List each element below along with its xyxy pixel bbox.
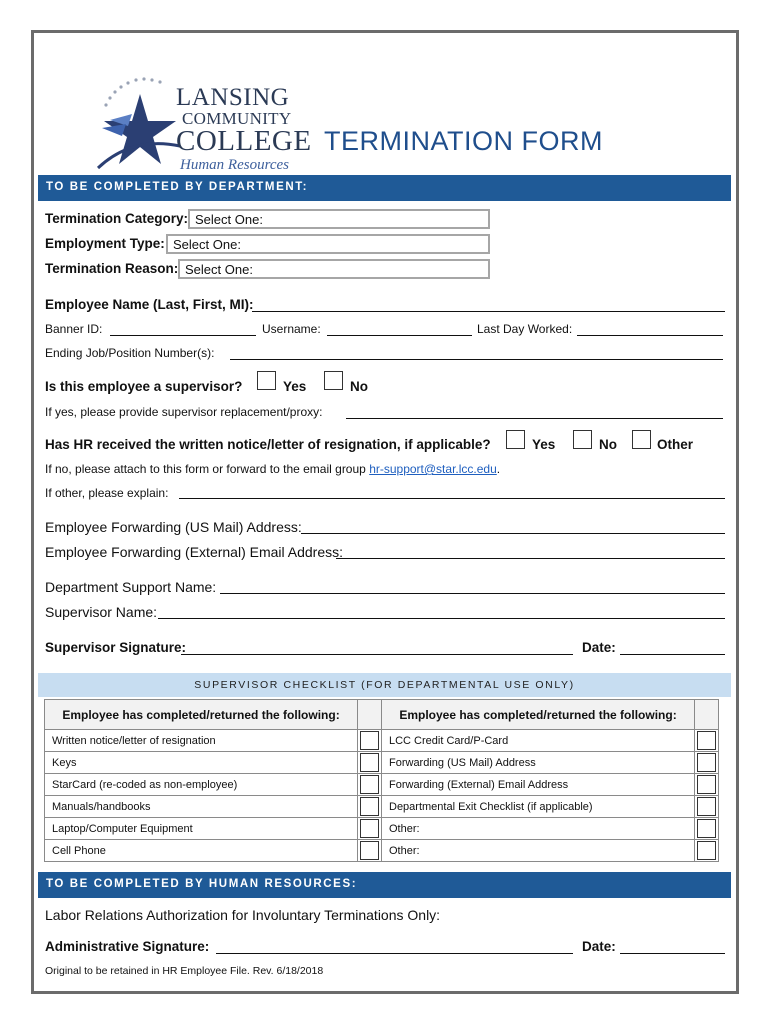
checklist-left-col-header: Employee has completed/returned the following: <box>45 700 358 730</box>
employee-name-field[interactable] <box>252 311 725 312</box>
termination-reason-label: Termination Reason: <box>45 261 179 276</box>
banner-id-field[interactable] <box>110 335 256 336</box>
hr-notice-yes-checkbox[interactable] <box>506 430 525 449</box>
supervisor-yes-label: Yes <box>283 379 307 394</box>
employment-type-label: Employment Type: <box>45 236 165 251</box>
lcc-logo <box>92 48 322 178</box>
checklist-left-cell <box>358 730 382 752</box>
ending-job-label: Ending Job/Position Number(s): <box>45 346 215 360</box>
checklist-left-item: Laptop/Computer Equipment <box>45 818 358 840</box>
supervisor-no-label: No <box>350 379 368 394</box>
banner-id-label: Banner ID: <box>45 322 103 336</box>
checklist-right-cell <box>695 796 719 818</box>
logo-line-human-resources: Human Resources <box>180 157 290 173</box>
logo-line-community: COMMUNITY <box>182 109 292 128</box>
department-support-label: Department Support Name: <box>45 579 217 595</box>
checklist-left-checkbox[interactable] <box>360 731 379 750</box>
logo-line-lansing: LANSING <box>176 84 290 111</box>
employee-name-label: Employee Name (Last, First, MI): <box>45 297 254 312</box>
hr-notice-other-checkbox[interactable] <box>632 430 651 449</box>
department-section-header <box>38 175 731 201</box>
if-other-field[interactable] <box>179 498 725 499</box>
supervisor-signature-field[interactable] <box>181 654 573 655</box>
checklist-right-checkbox[interactable] <box>697 841 716 860</box>
admin-date-field[interactable] <box>620 953 725 954</box>
forwarding-email-label: Employee Forwarding (External) Email Address: <box>45 544 344 560</box>
checklist-left-item: Keys <box>45 752 358 774</box>
checklist-right-cell <box>695 774 719 796</box>
checklist-left-item: Written notice/letter of resignation <box>45 730 358 752</box>
checklist-left-checkbox[interactable] <box>360 775 379 794</box>
termination-category-label: Termination Category: <box>45 211 189 226</box>
admin-signature-field[interactable] <box>216 953 573 954</box>
if-no-instruction <box>45 462 500 476</box>
hr-section-header-text: TO BE COMPLETED BY HUMAN RESOURCES: <box>46 878 358 890</box>
checklist-left-item: Manuals/handbooks <box>45 796 358 818</box>
table-row <box>45 818 719 840</box>
checklist-left-box-header <box>358 700 382 730</box>
supervisor-name-field[interactable] <box>158 618 725 619</box>
table-row <box>45 774 719 796</box>
supervisor-name-label: Supervisor Name: <box>45 604 158 620</box>
supervisor-proxy-field[interactable] <box>346 418 723 419</box>
checklist-header <box>38 673 731 697</box>
supervisor-proxy-label: If yes, please provide supervisor replacement/proxy: <box>45 405 323 419</box>
forwarding-mail-field[interactable] <box>301 533 725 534</box>
checklist-left-checkbox[interactable] <box>360 841 379 860</box>
checklist-right-checkbox[interactable] <box>697 797 716 816</box>
hr-notice-question: Has HR received the written notice/letter of resignation, if applicable? <box>45 437 491 452</box>
admin-signature-label: Administrative Signature: <box>45 939 210 954</box>
checklist-left-cell <box>358 840 382 862</box>
form-title: TERMINATION FORM <box>324 126 603 156</box>
checklist-right-item: Forwarding (External) Email Address <box>382 774 695 796</box>
termination-reason-select[interactable]: Select One: <box>178 259 490 279</box>
checklist-right-item: LCC Credit Card/P-Card <box>382 730 695 752</box>
forwarding-mail-label: Employee Forwarding (US Mail) Address: <box>45 519 302 535</box>
checklist-left-checkbox[interactable] <box>360 819 379 838</box>
last-day-worked-field[interactable] <box>577 335 723 336</box>
supervisor-date-label: Date: <box>582 640 616 655</box>
checklist-right-cell <box>695 730 719 752</box>
checklist-left-checkbox[interactable] <box>360 753 379 772</box>
forwarding-email-field[interactable] <box>336 558 725 559</box>
username-label: Username: <box>262 322 321 336</box>
ending-job-field[interactable] <box>230 359 723 360</box>
logo-line-college: COLLEGE <box>176 125 312 157</box>
hr-notice-no-checkbox[interactable] <box>573 430 592 449</box>
supervisor-date-field[interactable] <box>620 654 725 655</box>
checklist-right-checkbox[interactable] <box>697 819 716 838</box>
checklist-right-item: Other: <box>382 840 695 862</box>
hr-notice-no-label: No <box>599 437 617 452</box>
if-other-label: If other, please explain: <box>45 486 169 500</box>
checklist-left-cell <box>358 818 382 840</box>
checklist-right-cell <box>695 752 719 774</box>
hr-section-header <box>38 872 731 898</box>
checklist-left-item: StarCard (re-coded as non-employee) <box>45 774 358 796</box>
checklist-right-col-header: Employee has completed/returned the following: <box>382 700 695 730</box>
checklist-right-item: Forwarding (US Mail) Address <box>382 752 695 774</box>
username-field[interactable] <box>327 335 472 336</box>
employment-type-select[interactable]: Select One: <box>166 234 490 254</box>
checklist-right-checkbox[interactable] <box>697 775 716 794</box>
supervisor-question: Is this employee a supervisor? <box>45 379 243 394</box>
checklist-header-text: SUPERVISOR CHECKLIST (FOR DEPARTMENTAL USE ONLY) <box>194 679 575 691</box>
hr-notice-yes-label: Yes <box>532 437 556 452</box>
if-no-text: If no, please attach to this form or forward to the email group <box>45 462 366 476</box>
table-row <box>45 796 719 818</box>
checklist-right-item: Departmental Exit Checklist (if applicable) <box>382 796 695 818</box>
checklist-right-item: Other: <box>382 818 695 840</box>
supervisor-checklist-table <box>44 699 719 862</box>
admin-date-label: Date: <box>582 939 616 954</box>
termination-category-select[interactable]: Select One: <box>188 209 490 229</box>
checklist-left-item: Cell Phone <box>45 840 358 862</box>
hr-notice-other-label: Other <box>657 437 694 452</box>
checklist-right-cell <box>695 818 719 840</box>
supervisor-signature-label: Supervisor Signature: <box>45 640 187 655</box>
checklist-right-box-header <box>695 700 719 730</box>
checklist-right-checkbox[interactable] <box>697 753 716 772</box>
table-row <box>45 730 719 752</box>
labor-relations-text: Labor Relations Authorization for Involuntary Terminations Only: <box>45 907 441 923</box>
checklist-left-checkbox[interactable] <box>360 797 379 816</box>
footer-note: Original to be retained in HR Employee File. Rev. 6/18/2018 <box>45 965 324 977</box>
checklist-left-cell <box>358 774 382 796</box>
table-row <box>45 752 719 774</box>
checklist-right-checkbox[interactable] <box>697 731 716 750</box>
checklist-left-cell <box>358 752 382 774</box>
department-section-header-text: TO BE COMPLETED BY DEPARTMENT: <box>46 181 309 193</box>
checklist-right-cell <box>695 840 719 862</box>
department-support-field[interactable] <box>220 593 725 594</box>
checklist-left-cell <box>358 796 382 818</box>
star-swoosh-icon <box>92 76 182 186</box>
table-row <box>45 840 719 862</box>
supervisor-yes-checkbox[interactable] <box>257 371 276 390</box>
last-day-worked-label: Last Day Worked: <box>477 322 573 336</box>
supervisor-no-checkbox[interactable] <box>324 371 343 390</box>
hr-support-email-link[interactable]: hr-support@star.lcc.edu <box>369 462 497 476</box>
if-no-period: . <box>496 462 501 476</box>
